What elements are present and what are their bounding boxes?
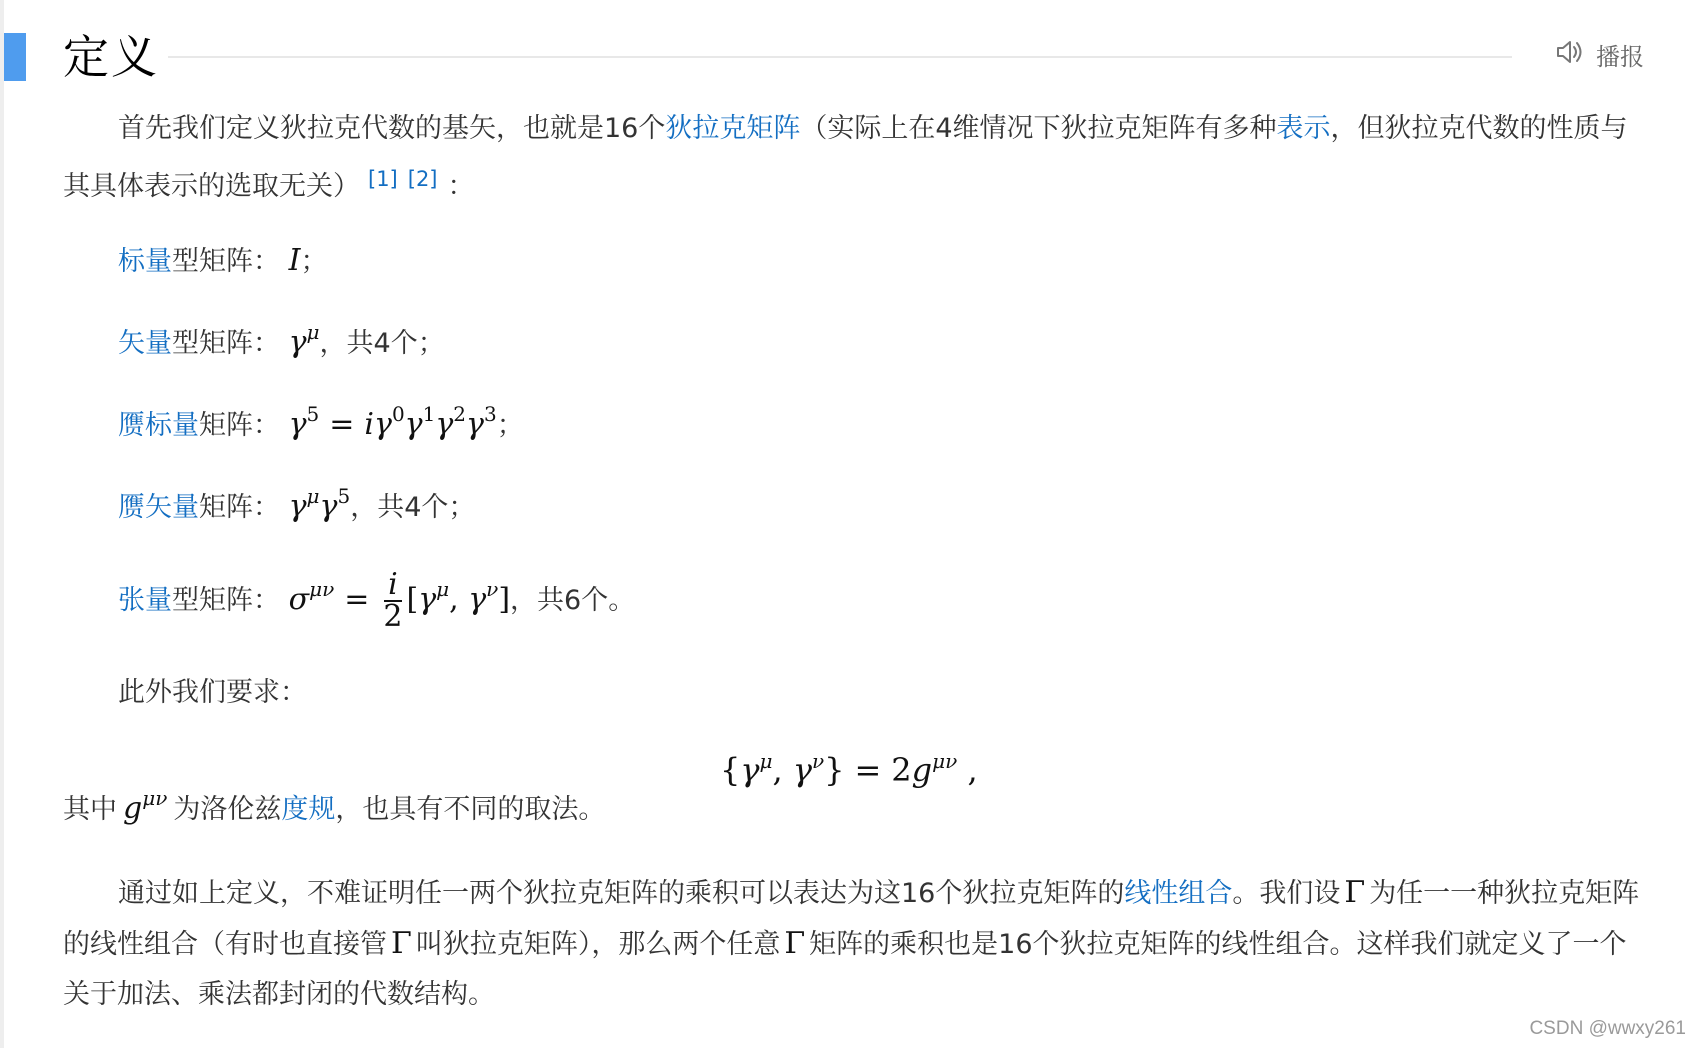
title-divider (168, 56, 1512, 58)
page-left-border (0, 0, 4, 1048)
list-item-suffix: ； (496, 410, 524, 441)
play-audio-button[interactable] (1554, 36, 1644, 72)
vector-formula: $\gamma^\mu$ (288, 320, 320, 360)
list-item-scalar (118, 236, 327, 287)
tensor-formula: $\sigma^{\mu\nu}$ = $\frac{i}{2}$ [$\gamma^\mu$, $\gamma^\nu$] (288, 567, 511, 634)
list-item-suffix: ，共4个； (319, 328, 445, 359)
metric-link[interactable]: 度规 (281, 794, 336, 825)
conclusion-text-3: 为任一一种狄拉克矩阵的线性组合（有时也直接管 (63, 878, 1640, 960)
section-accent-bar (4, 33, 26, 81)
list-item-label: 型矩阵： (172, 246, 280, 277)
tensor-link[interactable]: 张量 (118, 585, 172, 616)
fraction: $\frac{i}{2}$ (383, 567, 403, 634)
dirac-matrix-link[interactable]: 狄拉克矩阵 (665, 113, 801, 144)
intro-text-3: ，但狄拉克代数的性质与其具体表示的选取无关） (63, 113, 1628, 202)
scalar-formula: I (288, 243, 301, 278)
conclusion-text-2: 。我们设 (1232, 878, 1341, 909)
play-audio-label: 播报 (1596, 42, 1644, 71)
list-item-label: 型矩阵： (172, 328, 280, 359)
gamma-symbol: Γ (784, 926, 806, 961)
conclusion-paragraph (63, 868, 1653, 1020)
list-item-suffix: ，共4个； (350, 492, 476, 523)
list-item-pseudoscalar (118, 400, 524, 451)
gamma-symbol: Γ (391, 926, 412, 961)
representation-link[interactable]: 表示 (1276, 113, 1331, 144)
list-item-suffix: ，共6个。 (510, 585, 636, 616)
conclusion-text-1: 通过如上定义，不难证明任一两个狄拉克矩阵的乘积可以表达为这16个狄拉克矩阵的 (118, 878, 1125, 909)
pseudoscalar-link[interactable]: 赝标量 (118, 410, 199, 441)
csdn-watermark: CSDN @wwxy261 (1529, 1018, 1686, 1039)
pseudovector-formula: $\gamma^\mu\gamma^5$ (288, 484, 351, 524)
requirement-lead: 此外我们要求： (118, 677, 307, 708)
linear-combination-link[interactable]: 线性组合 (1124, 878, 1233, 909)
list-item-tensor (118, 560, 635, 641)
list-item-label: 型矩阵： (172, 585, 280, 616)
conclusion-text-4: 叫狄拉克矩阵），那么两个任意 (415, 929, 781, 960)
metric-suffix: ，也具有不同的取法。 (335, 794, 606, 825)
anticommutator-equation: {$\gamma^\mu$, $\gamma^\nu\} = 2g^{\mu\nu}$ , (720, 749, 978, 789)
intro-paragraph (63, 104, 1653, 212)
gamma-symbol: Γ (1344, 875, 1366, 910)
list-item-suffix: ； (300, 246, 328, 277)
metric-prefix: 其中 (63, 794, 117, 825)
citation-1-link[interactable]: [1] (368, 167, 398, 191)
metric-symbol: $g^{\mu\nu}$ (123, 786, 168, 826)
intro-text-2: （实际上在4维情况下狄拉克矩阵有多种 (800, 113, 1277, 144)
section-title: 定义 (63, 30, 159, 84)
list-item-vector (118, 318, 445, 369)
speaker-icon (1554, 37, 1584, 71)
metric-mid: 为洛伦兹 (173, 794, 282, 825)
list-item-label: 矩阵： (199, 410, 280, 441)
intro-text-1: 首先我们定义狄拉克代数的基矢，也就是16个 (118, 113, 666, 144)
list-item-label: 矩阵： (199, 492, 280, 523)
vector-link[interactable]: 矢量 (118, 328, 172, 359)
conclusion-text-5: 矩阵的乘积也是16个狄拉克矩阵的线性组合。这样我们就定义了一个关于加法、乘法都封闭的代数结构。 (63, 929, 1627, 1010)
list-item-pseudovector (118, 482, 475, 533)
scalar-link[interactable]: 标量 (118, 246, 172, 277)
intro-text-4: ： (447, 171, 475, 202)
citation-2-link[interactable]: [2] (407, 167, 438, 191)
pseudoscalar-formula: $\gamma^5 = i\gamma^0\gamma^1\gamma^2\gamma^3$ (288, 402, 497, 442)
metric-sentence (63, 784, 605, 835)
pseudovector-link[interactable]: 赝矢量 (118, 492, 199, 523)
